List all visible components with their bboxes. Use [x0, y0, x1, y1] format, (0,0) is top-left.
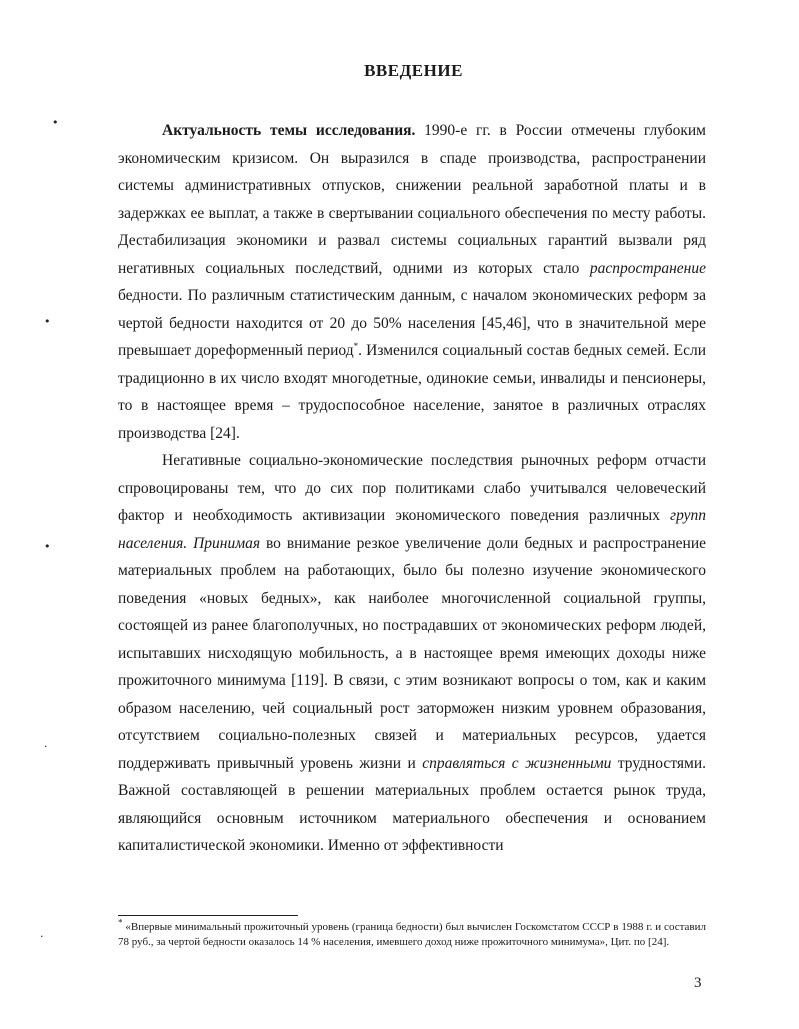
paragraph-relevance: [118, 117, 706, 447]
paragraph-italic-text: распространение: [589, 259, 706, 277]
footnote-divider: [118, 915, 298, 916]
scan-artifact-mark: •: [44, 315, 51, 328]
paragraph-italic-text: групп населения.: [118, 507, 706, 552]
paragraph-text: Негативные социально-экономические последствия рыночных реформ отчасти спровоцированы тем, что до сих пор политиками слабо учитывался человеческий фактор и необходимость активизации экономического поведения различных: [118, 452, 706, 524]
scan-artifact-mark: •: [44, 540, 51, 553]
footnote-text: «Впервые минимальный прожиточный уровень (граница бедности) был вычислен Госкомстатом СССР в 1988 г. и составил 78 руб., за чертой бедности оказалось 14 % населения, имевшего доход ниже прожиточного минимума», Цит. по [24].: [118, 921, 706, 948]
body-text: [118, 117, 706, 860]
scan-artifact-mark: ·: [40, 930, 44, 943]
footnote-mark: *: [118, 917, 123, 928]
paragraph-consequences: [118, 447, 706, 860]
scan-artifact-mark: ·: [44, 740, 48, 753]
paragraph-text: во внимание резкое увеличение доли бедных и распространение материальных проблем на работающих, было бы полезно изучение экономического поведения «новых бедных», как наиболее многочисленной социальной группы, состоящей из ранее благополучных, но пострадавших от экономических реформ людей, испытавших нисходящую мобильность, а в настоящее время имеющих доходы ниже прожиточного минимума [119]. В связи, с этим возникают вопросы о том, как и каким образом населению, чей социальный рост заторможен низким уровнем образования, отсутствием социально-полезных связей и материальных ресурсов, удается поддерживать привычный уровень жизни и: [118, 534, 706, 772]
scan-artifact-mark: •: [52, 116, 59, 129]
paragraph-text: трудностями. Важной составляющей в решении материальных проблем остается рынок труда, являющийся основным источником материального обеспечения и основанием капиталистической экономики. Именно от эффективности: [118, 754, 706, 854]
paragraph-text: бедности. По различным статистическим данным, с началом экономических реформ за чертой бедности находится от 20 до 50% населения [45,46], что в значительной мере превышает дореформенный период: [118, 287, 706, 359]
footnote-reference: *: [353, 340, 359, 351]
paragraph-italic-text: Принимая: [193, 534, 261, 552]
page-number: 3: [694, 975, 702, 991]
page-title: ВВЕДЕНИЕ: [364, 61, 463, 80]
paragraph-italic-text: справляться с жизненными: [422, 754, 612, 772]
paragraph-text: . Изменился социальный состав бедных семей. Если традиционно в их число входят многодетные, одинокие семьи, инвалиды и пенсионеры, то в настоящее время – трудоспособное население, занятое в различных отраслях производства [24].: [118, 342, 706, 442]
paragraph-text: 1990-е гг. в России отмечены глубоким экономическим кризисом. Он выразился в спаде производства, распространении системы административных отпусков, снижении реальной заработной платы и в задержках ее выплат, а также в свертывании социального обеспечения по месту работы. Дестабилизация экономики и развал системы социальных гарантий вызвали ряд негативных социальных последствий, одними из которых стало: [118, 122, 706, 277]
paragraph-heading: Актуальность темы исследования.: [162, 122, 416, 139]
footnote: [118, 917, 706, 950]
